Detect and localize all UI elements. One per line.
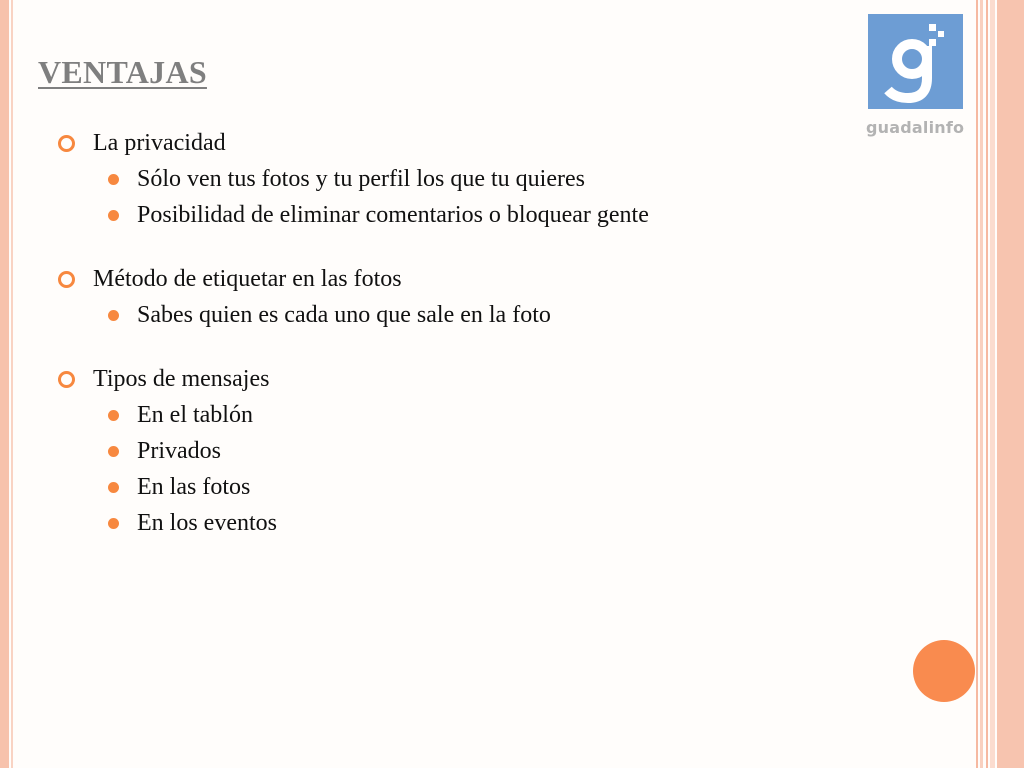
- ring-bullet-icon: [58, 135, 75, 152]
- bullet-level2: [55, 469, 855, 505]
- right-stripe: [986, 0, 988, 768]
- bullet-text: Tipos de mensajes: [93, 366, 270, 392]
- dot-bullet-icon: [108, 310, 119, 321]
- right-stripe: [976, 0, 978, 768]
- bullet-level1: [55, 125, 855, 161]
- logo-text: guadalinfo: [866, 118, 965, 137]
- right-stripe: [997, 0, 1024, 768]
- dot-bullet-icon: [108, 518, 119, 529]
- dot-bullet-icon: [108, 210, 119, 221]
- bullet-text: La privacidad: [93, 130, 226, 156]
- ring-bullet-icon: [58, 371, 75, 388]
- bullet-level2: [55, 161, 855, 197]
- left-decorative-stripe: [0, 0, 9, 768]
- slide-content: [55, 125, 855, 569]
- bullet-level2: [55, 433, 855, 469]
- bullet-level1: [55, 261, 855, 297]
- ring-bullet-icon: [58, 271, 75, 288]
- section-mensajes: [55, 361, 855, 541]
- guadalinfo-g-icon: [868, 14, 963, 109]
- decorative-orange-circle: [913, 640, 975, 702]
- dot-bullet-icon: [108, 446, 119, 457]
- section-etiquetar: [55, 261, 855, 333]
- bullet-text: Posibilidad de eliminar comentarios o bloquear gente: [137, 202, 649, 228]
- bullet-text: Sabes quien es cada uno que sale en la foto: [137, 302, 551, 328]
- guadalinfo-logo: [866, 14, 964, 144]
- bullet-level2: [55, 397, 855, 433]
- right-stripe: [990, 0, 995, 768]
- bullet-level2: [55, 297, 855, 333]
- bullet-level2: [55, 505, 855, 541]
- dot-bullet-icon: [108, 174, 119, 185]
- left-decorative-stripe-thin: [11, 0, 13, 768]
- right-stripe: [980, 0, 983, 768]
- bullet-text: Método de etiquetar en las fotos: [93, 266, 402, 292]
- bullet-text: En el tablón: [137, 402, 253, 428]
- bullet-text: En las fotos: [137, 474, 251, 500]
- bullet-level1: [55, 361, 855, 397]
- right-decorative-stripes: [976, 0, 1024, 768]
- bullet-level2: [55, 197, 855, 233]
- bullet-text: En los eventos: [137, 510, 277, 536]
- slide-title: VENTAJAS: [38, 54, 207, 90]
- dot-bullet-icon: [108, 410, 119, 421]
- dot-bullet-icon: [108, 482, 119, 493]
- section-privacidad: [55, 125, 855, 233]
- bullet-text: Sólo ven tus fotos y tu perfil los que tu quieres: [137, 166, 585, 192]
- bullet-text: Privados: [137, 438, 221, 464]
